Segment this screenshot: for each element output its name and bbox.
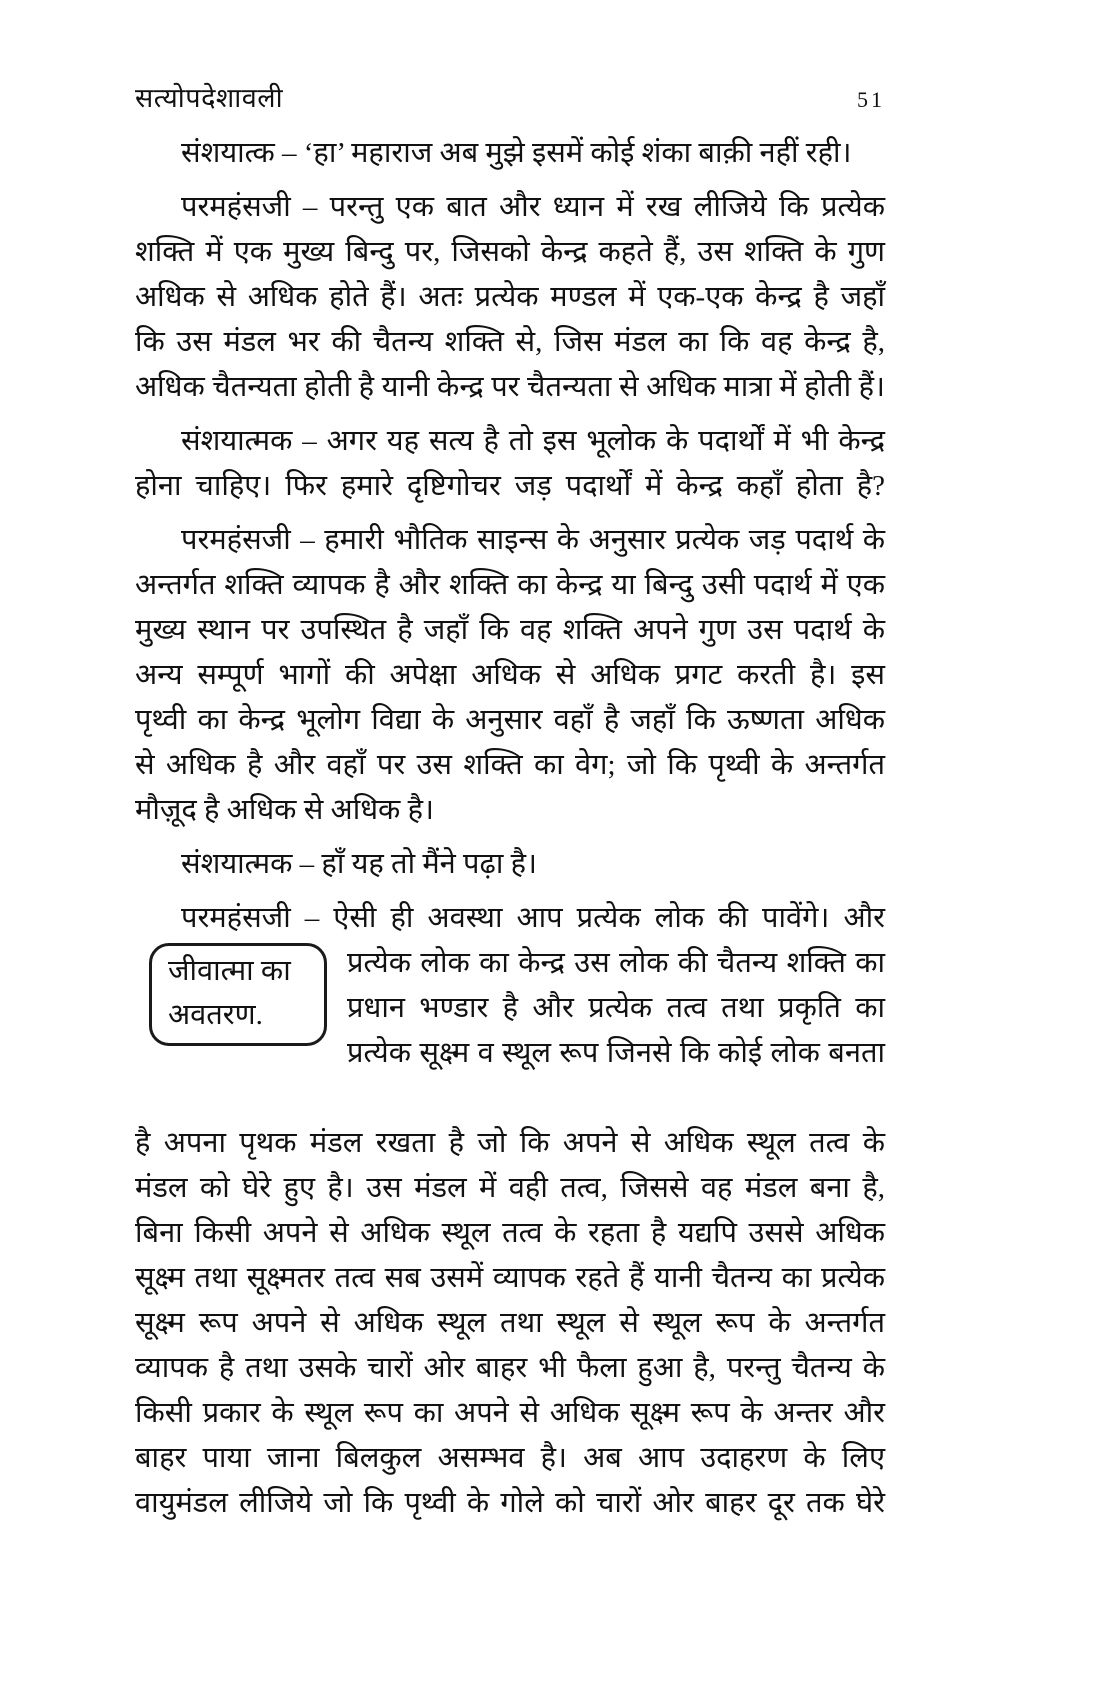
text-line: किसी प्रकार के स्थूल रूप का अपने से अधिक सूक्ष्म रूप के अन्तर और (135, 1397, 885, 1429)
text-line: पृथ्वी का केन्द्र भूलोग विद्या के अनुसार वहाँ है जहाँ कि ऊष्णता अधिक (135, 704, 885, 736)
text-line: सूक्ष्म तथा सूक्ष्मतर तत्व सब उसमें व्यापक रहते हैं यानी चैतन्य का प्रत्येक (135, 1262, 885, 1294)
text-line: अधिक से अधिक होते हैं। अतः प्रत्येक मण्डल में एक-एक केन्द्र है जहाँ (135, 281, 885, 313)
paragraph-paramhansji-3 (135, 896, 885, 1526)
page-body (135, 131, 885, 1526)
text-line: परमहंसजी – ऐसी ही अवस्था आप प्रत्येक लोक की पावेंगे। और (181, 902, 885, 934)
text-line: बाहर पाया जाना बिलकुल असम्भव है। अब आप उदाहरण के लिए (135, 1442, 885, 1474)
text-line: कि उस मंडल भर की चैतन्य शक्ति से, जिस मंडल का कि वह केन्द्र है, (135, 326, 885, 358)
text-line: संशयात्मक – हाँ यह तो मैंने पढ़ा है। (181, 848, 537, 880)
text-line: व्यापक है तथा उसके चारों ओर बाहर भी फैला हुआ है, परन्तु चैतन्य के (135, 1352, 885, 1384)
sidebar-note-line: अवतरण. (168, 999, 263, 1031)
page-header (135, 78, 885, 115)
text-line: संशयात्मक – अगर यह सत्य है तो इस भूलोक के पदार्थों में भी केन्द्र (181, 425, 885, 457)
text-line: मुख्य स्थान पर उपस्थित है जहाँ कि वह शक्ति अपने गुण उस पदार्थ के (135, 614, 885, 646)
text-line: शक्ति में एक मुख्य बिन्दु पर, जिसको केन्द्र कहते हैं, उस शक्ति के गुण (135, 236, 885, 268)
text-line: संशयात्क – ‘हा’ महाराज अब मुझे इसमें कोई शंका बाक़ी नहीं रही। (181, 137, 852, 169)
paragraph-sanshayatmak-2 (135, 419, 885, 509)
text-line: प्रत्येक सूक्ष्म व स्थूल रूप जिनसे कि कोई लोक बनता (347, 1037, 885, 1069)
paragraph-paramhansji-2 (135, 518, 885, 833)
text-line: प्रधान भण्डार है और प्रत्येक तत्व तथा प्रकृति का (347, 992, 885, 1024)
text-line: परमहंसजी – हमारी भौतिक साइन्स के अनुसार प्रत्येक जड़ पदार्थ के (181, 524, 885, 556)
sidebar-note-line: जीवात्मा का (168, 955, 291, 987)
text-line: मंडल को घेरे हुए है। उस मंडल में वही तत्व, जिससे वह मंडल बना है, (135, 1172, 885, 1204)
paragraph-paramhansji-1 (135, 185, 885, 410)
text-line: मौज़ूद है अधिक से अधिक है। (135, 794, 434, 826)
text-line: अधिक चैतन्यता होती है यानी केन्द्र पर चैतन्यता से अधिक मात्रा में होती हैं। (135, 371, 885, 403)
text-line: अन्तर्गत शक्ति व्यापक है और शक्ति का केन्द्र या बिन्दु उसी पदार्थ में एक (135, 569, 885, 601)
text-line: परमहंसजी – परन्तु एक बात और ध्यान में रख लीजिये कि प्रत्येक (181, 191, 885, 223)
text-line: सूक्ष्म रूप अपने से अधिक स्थूल तथा स्थूल से स्थूल रूप के अन्तर्गत (135, 1307, 885, 1339)
text-line: प्रत्येक लोक का केन्द्र उस लोक की चैतन्य शक्ति का (347, 947, 885, 979)
text-line: से अधिक है और वहाँ पर उस शक्ति का वेग; जो कि पृथ्वी के अन्तर्गत (135, 749, 885, 781)
sidebar-note (149, 943, 327, 1121)
text-line: बिना किसी अपने से अधिक स्थूल तत्व के रहता है यद्यपि उससे अधिक (135, 1217, 885, 1249)
text-line: है अपना पृथक मंडल रखता है जो कि अपने से अधिक स्थूल तत्व के (135, 1127, 885, 1159)
text-line: वायुमंडल लीजिये जो कि पृथ्वी के गोले को चारों ओर बाहर दूर तक घेरे (135, 1487, 885, 1519)
paragraph-sanshayatmak-1 (135, 131, 885, 176)
text-line: होना चाहिए। फिर हमारे दृष्टिगोचर जड़ पदार्थों में केन्द्र कहाँ होता है? (135, 470, 885, 502)
paragraph-sanshayatmak-3 (135, 842, 885, 887)
book-title: सत्योपदेशावली (135, 83, 284, 113)
page-number: 51 (857, 87, 885, 112)
sidebar-note-box (149, 943, 327, 1046)
text-line: अन्य सम्पूर्ण भागों की अपेक्षा अधिक से अधिक प्रगट करती है। इस (135, 659, 885, 691)
